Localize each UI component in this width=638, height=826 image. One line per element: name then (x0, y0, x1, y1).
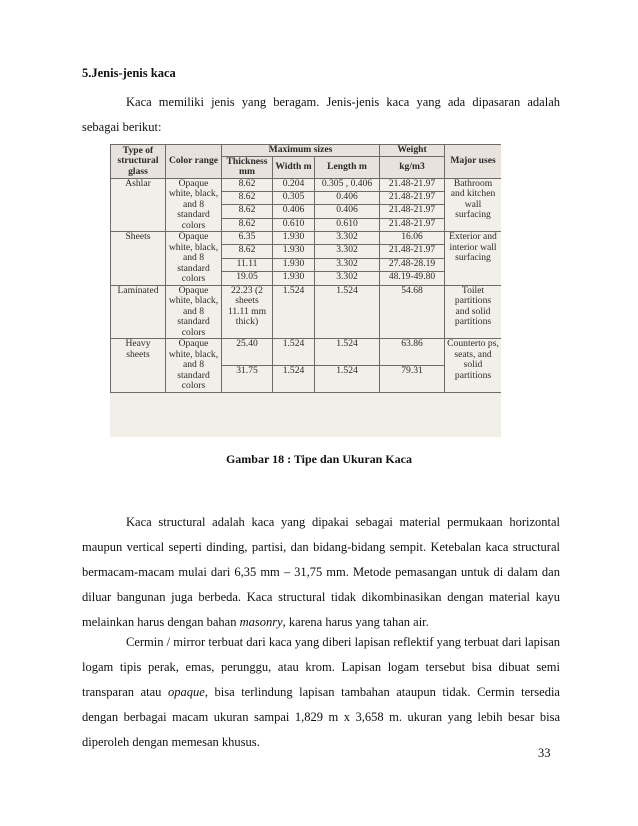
header-weight-unit: kg/m3 (380, 156, 445, 178)
table-row (111, 232, 502, 245)
cell-width: 0.406 (273, 205, 315, 218)
paragraph-text: Kaca structural adalah kaca yang dipakai sebagai material permukaan horizontal maupun vertical seperti dinding, partisi, dan bidang-bidang sempit. Ketebalan kaca structural bermacam-macam mulai dari 6,35 mm – 31,75 mm. Metode pemasangan untuk di dalam dan diluar bangunan juga berbeda. Kaca structural tidak dikombinasikan dengan material kayu melainkan harus dengan bahan (82, 515, 560, 629)
cell-length: 0.305 , 0.406 (315, 178, 380, 191)
cell-width: 1.930 (273, 258, 315, 271)
term-masonry: masonry (239, 615, 283, 629)
table-row (111, 178, 502, 191)
cell-color: Opaque white, black, and 8 standard colors (166, 339, 222, 393)
figure-caption: Gambar 18 : Tipe dan Ukuran Kaca (225, 452, 413, 466)
cell-uses: Exterior and interior wall surfacing (445, 232, 501, 286)
cell-thickness: 6.35 (222, 232, 273, 245)
header-thickness: Thickness mm (222, 156, 273, 178)
cell-weight: 21.48-21.97 (380, 191, 445, 204)
cell-length: 1.524 (315, 365, 380, 392)
paragraph-mirror (82, 630, 560, 755)
table-row (111, 285, 502, 339)
cell-uses: Toilet partitions and solid partitions (445, 285, 501, 339)
cell-weight: 27.48-28.19 (380, 258, 445, 271)
cell-uses: Bathroom and kitchen wall surfacing (445, 178, 501, 232)
header-max-sizes: Maximum sizes (222, 145, 380, 157)
cell-width: 1.524 (273, 365, 315, 392)
intro-text: Kaca memiliki jenis yang beragam. Jenis-jenis kaca yang ada dipasaran adalah sebagai berikut: (82, 95, 560, 134)
cell-length: 3.302 (315, 245, 380, 258)
cell-thickness: 8.62 (222, 178, 273, 191)
cell-thickness: 22.23 (2 sheets 11.11 mm thick) (222, 285, 273, 339)
cell-color: Opaque white, black, and 8 standard colors (166, 232, 222, 286)
cell-weight: 16.06 (380, 232, 445, 245)
cell-length: 0.406 (315, 205, 380, 218)
paragraph-text: Cermin / mirror terbuat dari kaca yang diberi lapisan reflektif yang terbuat dari lapisan logam tipis perak, emas, perunggu, atau krom. Lapisan logam tersebut bisa dibuat semi transparan atau (82, 635, 560, 699)
header-color: Color range (166, 145, 222, 179)
cell-thickness: 19.05 (222, 272, 273, 285)
cell-weight: 48.19-49.80 (380, 272, 445, 285)
cell-thickness: 8.62 (222, 218, 273, 231)
cell-weight: 21.48-21.97 (380, 245, 445, 258)
cell-thickness: 11.11 (222, 258, 273, 271)
cell-color: Opaque white, black, and 8 standard colors (166, 285, 222, 339)
header-type: Type of structural glass (111, 145, 166, 179)
cell-thickness: 8.62 (222, 205, 273, 218)
cell-thickness: 8.62 (222, 245, 273, 258)
paragraph-text: , bisa terlindung lapisan tambahan ataupun tidak. Cermin tersedia dengan berbagai macam ukuran sampai 1,829 m x 3,658 m. ukuran yang lebih besar bisa diperoleh dengan memesan khusus. (82, 685, 560, 749)
page-number: 33 (538, 746, 551, 760)
paragraph-text: , karena harus yang tahan air. (282, 615, 429, 629)
header-width: Width m (273, 156, 315, 178)
cell-width: 1.930 (273, 272, 315, 285)
header-length: Length m (315, 156, 380, 178)
intro-paragraph (82, 90, 560, 140)
header-weight: Weight (380, 145, 445, 157)
cell-type: Sheets (111, 232, 166, 286)
cell-uses: Counterto ps, seats, and solid partitions (445, 339, 501, 393)
cell-weight: 54.68 (380, 285, 445, 339)
cell-width: 1.524 (273, 339, 315, 366)
glass-size-figure (110, 144, 501, 437)
cell-color: Opaque white, black, and 8 standard colors (166, 178, 222, 232)
paragraph-structural-glass (82, 510, 560, 635)
cell-length: 0.610 (315, 218, 380, 231)
cell-length: 1.524 (315, 285, 380, 339)
cell-width: 0.204 (273, 178, 315, 191)
cell-width: 0.305 (273, 191, 315, 204)
cell-width: 1.524 (273, 285, 315, 339)
cell-width: 0.610 (273, 218, 315, 231)
cell-thickness: 8.62 (222, 191, 273, 204)
cell-length: 3.302 (315, 272, 380, 285)
cell-weight: 21.48-21.97 (380, 205, 445, 218)
cell-width: 1.930 (273, 245, 315, 258)
cell-length: 3.302 (315, 258, 380, 271)
section-heading: 5.Jenis-jenis kaca (82, 66, 176, 80)
term-opaque: opaque (168, 685, 205, 699)
cell-type: Laminated (111, 285, 166, 339)
cell-length: 1.524 (315, 339, 380, 366)
glass-size-table (110, 144, 501, 393)
cell-width: 1.930 (273, 232, 315, 245)
cell-weight: 21.48-21.97 (380, 178, 445, 191)
header-uses: Major uses (445, 145, 501, 179)
table-row (111, 339, 502, 366)
cell-weight: 63.86 (380, 339, 445, 366)
cell-length: 0.406 (315, 191, 380, 204)
cell-weight: 79.31 (380, 365, 445, 392)
cell-type: Ashlar (111, 178, 166, 232)
cell-type: Heavy sheets (111, 339, 166, 393)
cell-thickness: 31.75 (222, 365, 273, 392)
cell-weight: 21.48-21.97 (380, 218, 445, 231)
cell-length: 3.302 (315, 232, 380, 245)
cell-thickness: 25.40 (222, 339, 273, 366)
